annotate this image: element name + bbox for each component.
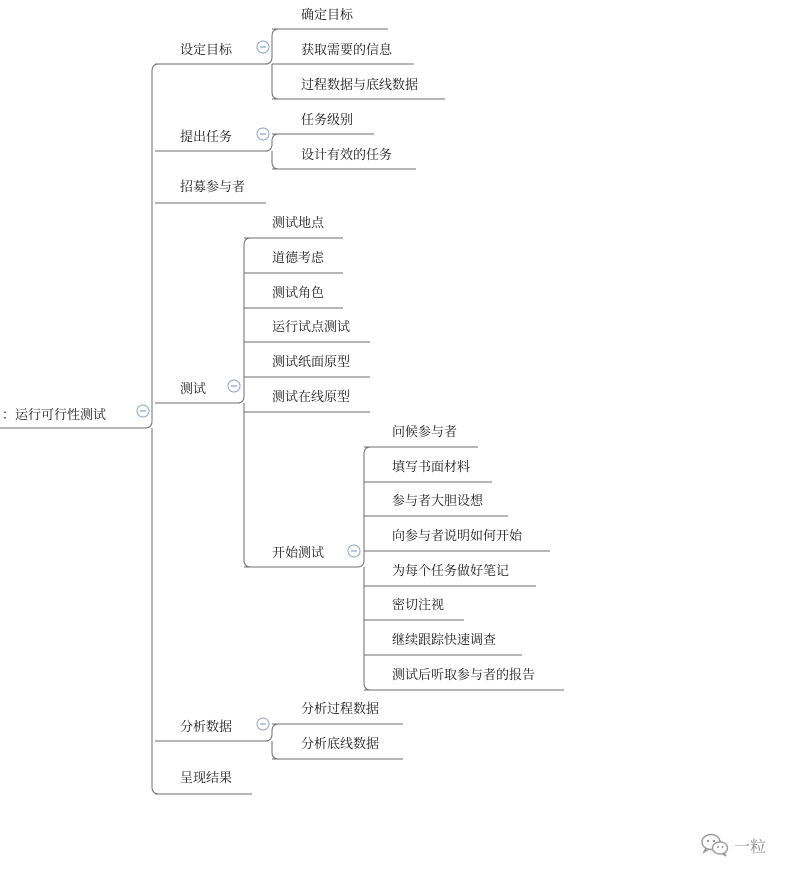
- branch-label: 提出任务: [180, 130, 233, 145]
- subbranch-label: 开始测试: [272, 546, 325, 561]
- branch-propose-tasks-collapse-button[interactable]: [257, 128, 269, 140]
- branch-set-goals-collapse-button[interactable]: [257, 41, 269, 53]
- leaf-node-take-notes[interactable]: [364, 563, 536, 586]
- leaf-node-greet-participants[interactable]: [364, 424, 478, 447]
- branch-node-analyze-data[interactable]: [155, 719, 268, 741]
- leaf-label: 向参与者说明如何开始: [392, 529, 523, 544]
- branch-label: 设定目标: [180, 43, 233, 58]
- leaf-node-task-levels[interactable]: [272, 112, 374, 134]
- branch-testing-collapse-button[interactable]: [228, 380, 240, 392]
- leaf-node-ethics[interactable]: [244, 250, 343, 273]
- leaf-node-analyze-bottomline-data[interactable]: [272, 736, 403, 759]
- branch-node-testing[interactable]: [155, 382, 240, 403]
- leaf-label: 测试后听取参与者的报告: [392, 668, 536, 683]
- leaf-label: 道德考虑: [272, 251, 325, 266]
- leaf-label: 确定目标: [301, 8, 354, 23]
- branch-label: 呈现结果: [180, 771, 233, 786]
- leaf-node-confirm-goals[interactable]: [272, 7, 388, 29]
- leaf-label: 任务级别: [301, 113, 354, 128]
- branch-node-present-results[interactable]: [155, 770, 252, 794]
- leaf-label: 测试角色: [272, 286, 325, 301]
- leaf-label: 密切注视: [392, 598, 445, 613]
- watermark: [700, 832, 766, 858]
- leaf-node-pilot-test[interactable]: [244, 319, 370, 342]
- leaf-label: 分析过程数据: [301, 702, 380, 717]
- leaf-node-fill-forms[interactable]: [364, 459, 492, 482]
- leaf-node-paper-prototype[interactable]: [244, 354, 370, 377]
- leaf-label: 设计有效的任务: [301, 148, 393, 163]
- watermark-text: 一粒: [734, 836, 767, 856]
- wechat-icon: [700, 832, 730, 858]
- branch-node-propose-tasks[interactable]: [155, 129, 268, 151]
- leaf-label: 过程数据与底线数据: [301, 78, 419, 93]
- branch-label: 分析数据: [180, 720, 233, 735]
- leaf-node-test-location[interactable]: [244, 215, 343, 238]
- leaf-label: 测试在线原型: [272, 390, 351, 405]
- leaf-node-get-needed-info[interactable]: [272, 42, 414, 64]
- subbranch-start-testing-collapse-button[interactable]: [348, 545, 360, 557]
- subbranch-node-start-testing[interactable]: [244, 546, 358, 567]
- leaf-label: 填写书面材料: [392, 460, 471, 475]
- branch-node-recruit-participants[interactable]: [155, 179, 266, 203]
- branch-analyze-data-collapse-button[interactable]: [257, 718, 269, 730]
- leaf-node-follow-up-survey[interactable]: [364, 632, 522, 655]
- leaf-node-debrief-participants[interactable]: [364, 667, 564, 690]
- root-label: ：运行可行性测试: [2, 408, 107, 423]
- leaf-label: 继续跟踪快速调查: [392, 633, 497, 648]
- root-collapse-button[interactable]: [137, 405, 149, 417]
- leaf-node-process-and-bottomline-data[interactable]: [272, 77, 445, 99]
- leaf-label: 问候参与者: [392, 425, 458, 440]
- leaf-label: 运行试点测试: [272, 320, 351, 335]
- leaf-label: 测试地点: [272, 216, 325, 231]
- root-node[interactable]: [0, 407, 140, 428]
- leaf-label: 分析底线数据: [301, 737, 380, 752]
- leaf-node-explain-how-to-start[interactable]: [364, 528, 550, 551]
- leaf-label: 为每个任务做好笔记: [392, 564, 510, 579]
- branch-node-set-goals[interactable]: [155, 42, 268, 64]
- leaf-node-think-aloud[interactable]: [364, 493, 508, 516]
- leaf-node-test-roles[interactable]: [244, 286, 343, 308]
- leaf-label: 参与者大胆设想: [392, 494, 484, 509]
- mindmap-nodes: [0, 7, 564, 794]
- leaf-node-online-prototype[interactable]: [244, 389, 370, 412]
- branch-label: 招募参与者: [180, 180, 246, 195]
- leaf-node-analyze-process-data[interactable]: [272, 701, 403, 724]
- leaf-node-watch-closely[interactable]: [364, 598, 464, 620]
- leaf-label: 测试纸面原型: [272, 355, 351, 370]
- leaf-node-design-effective-tasks[interactable]: [272, 147, 416, 169]
- branch-label: 测试: [180, 382, 207, 397]
- leaf-label: 获取需要的信息: [301, 43, 393, 58]
